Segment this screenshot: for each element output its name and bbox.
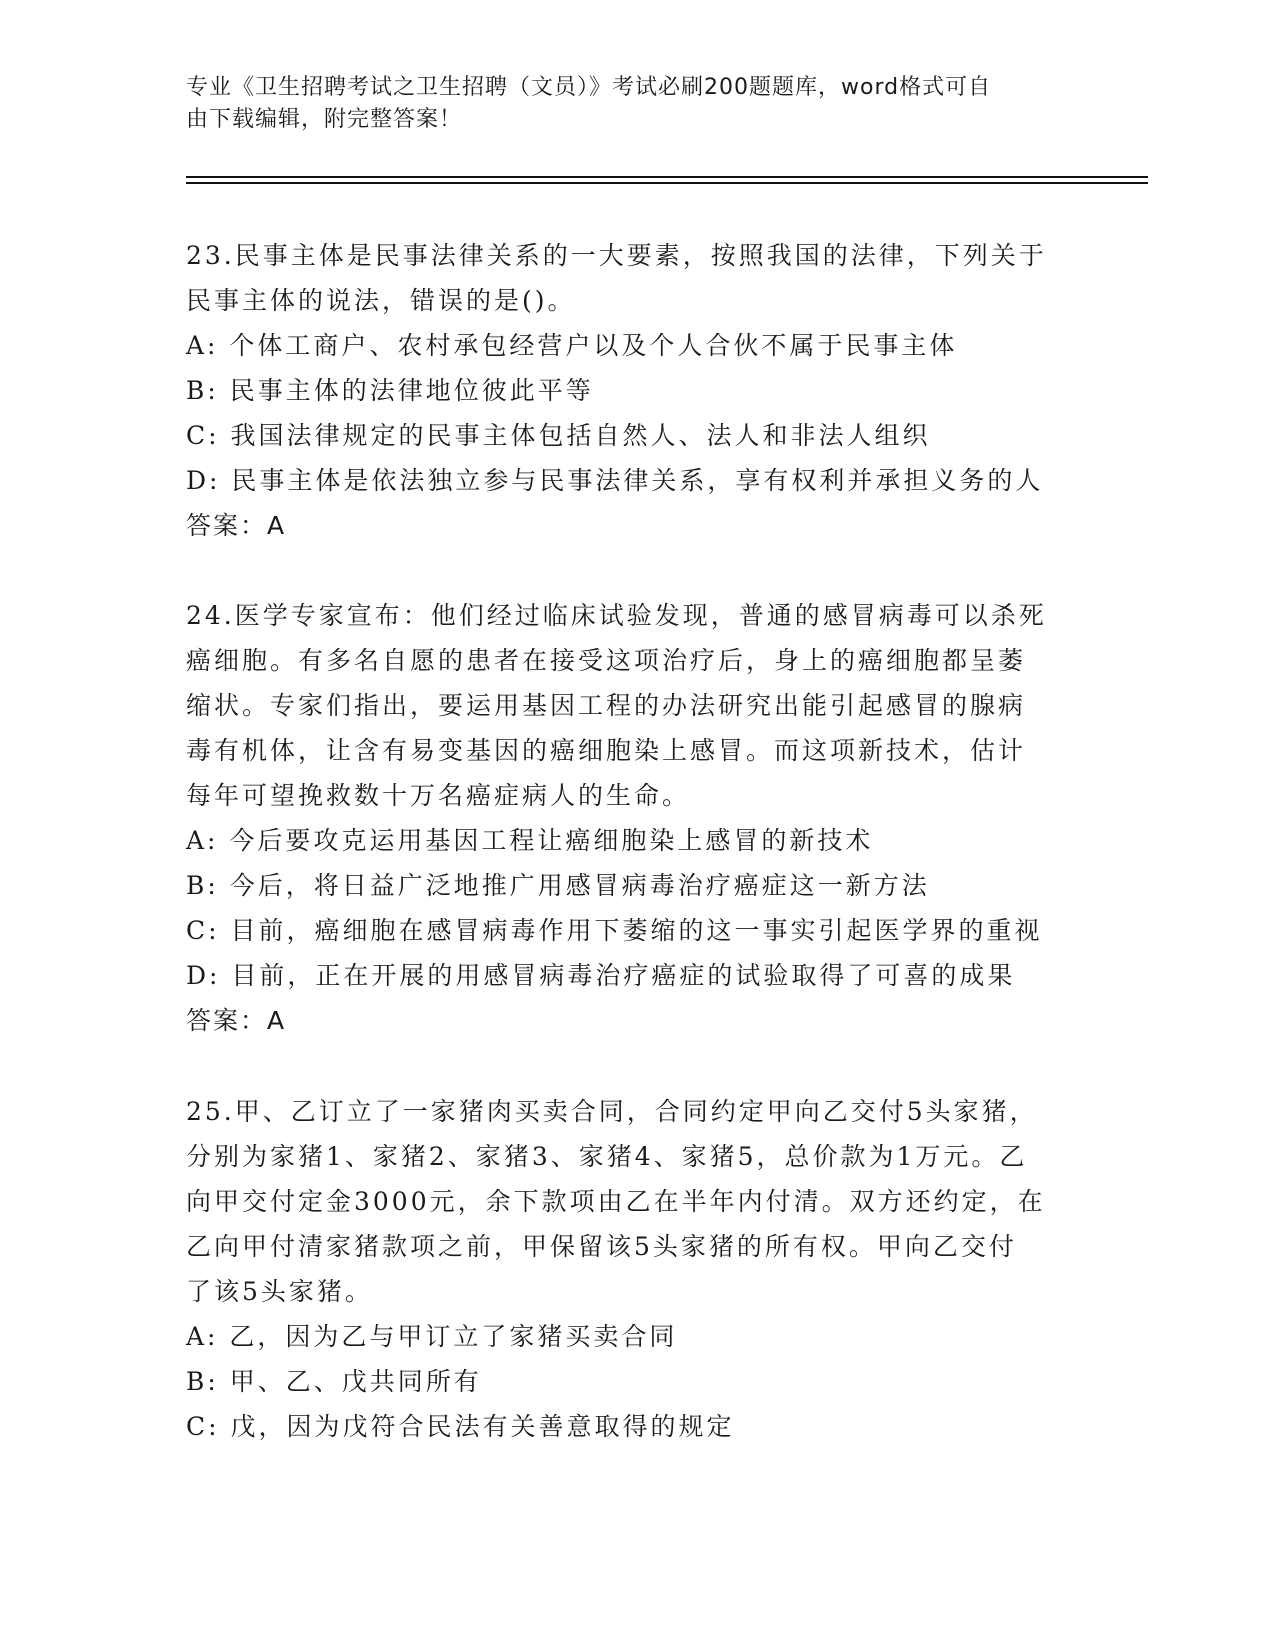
answer-line: 答案：A (186, 1006, 287, 1035)
question-stem-line: 23.民事主体是民事法律关系的一大要素，按照我国的法律，下列关于 (186, 241, 1047, 270)
question-stem-line: 癌细胞。有多名自愿的患者在接受这项治疗后，身上的癌细胞都呈萎 (186, 646, 1027, 675)
question-stem-line: 每年可望挽救数十万名癌症病人的生命。 (186, 781, 691, 810)
option-d: D: 民事主体是依法独立参与民事法律关系，享有权利并承担义务的人 (186, 466, 1044, 495)
question-stem-line: 乙向甲付清家猪款项之前，甲保留该5头家猪的所有权。甲向乙交付 (186, 1232, 1017, 1261)
question-stem-line: 分别为家猪1、家猪2、家猪3、家猪4、家猪5，总价款为1万元。乙 (186, 1142, 1028, 1171)
header-divider-top (186, 176, 1148, 178)
option-c: C: 我国法律规定的民事主体包括自然人、法人和非法人组织 (186, 421, 931, 450)
answer-line: 答案：A (186, 511, 287, 540)
question-stem-line: 缩状。专家们指出，要运用基因工程的办法研究出能引起感冒的腺病 (186, 691, 1027, 720)
option-a: A: 今后要攻克运用基因工程让癌细胞染上感冒的新技术 (186, 826, 874, 855)
option-c: C: 戊，因为戊符合民法有关善意取得的规定 (186, 1412, 735, 1441)
question-23 (186, 233, 1086, 548)
question-stem-line: 民事主体的说法，错误的是()。 (186, 286, 576, 315)
header-line-1: 专业《卫生招聘考试之卫生招聘（文员）》考试必刷200题题库，word格式可自 (186, 75, 992, 100)
page-header (186, 72, 1066, 136)
question-stem-line: 25.甲、乙订立了一家猪肉买卖合同，合同约定甲向乙交付5头家猪， (186, 1097, 1038, 1126)
header-line-2: 由下载编辑，附完整答案！ (186, 107, 463, 132)
question-stem-line: 24.医学专家宣布：他们经过临床试验发现，普通的感冒病毒可以杀死 (186, 601, 1047, 630)
question-24 (186, 593, 1086, 1043)
option-b: B: 今后，将日益广泛地推广用感冒病毒治疗癌症这一新方法 (186, 871, 930, 900)
option-b: B: 民事主体的法律地位彼此平等 (186, 376, 594, 405)
question-25 (186, 1089, 1086, 1449)
option-c: C: 目前，癌细胞在感冒病毒作用下萎缩的这一事实引起医学界的重视 (186, 916, 1043, 945)
option-b: B: 甲、乙、戊共同所有 (186, 1367, 482, 1396)
option-d: D: 目前，正在开展的用感冒病毒治疗癌症的试验取得了可喜的成果 (186, 961, 1016, 990)
question-stem-line: 向甲交付定金3000元，余下款项由乙在半年内付清。双方还约定，在 (186, 1187, 1046, 1216)
question-stem-line: 了该5头家猪。 (186, 1277, 373, 1306)
option-a: A: 个体工商户、农村承包经营户以及个人合伙不属于民事主体 (186, 331, 958, 360)
header-divider-bottom (186, 182, 1148, 184)
option-a: A: 乙，因为乙与甲订立了家猪买卖合同 (186, 1322, 678, 1351)
question-stem-line: 毒有机体，让含有易变基因的癌细胞染上感冒。而这项新技术，估计 (186, 736, 1027, 765)
